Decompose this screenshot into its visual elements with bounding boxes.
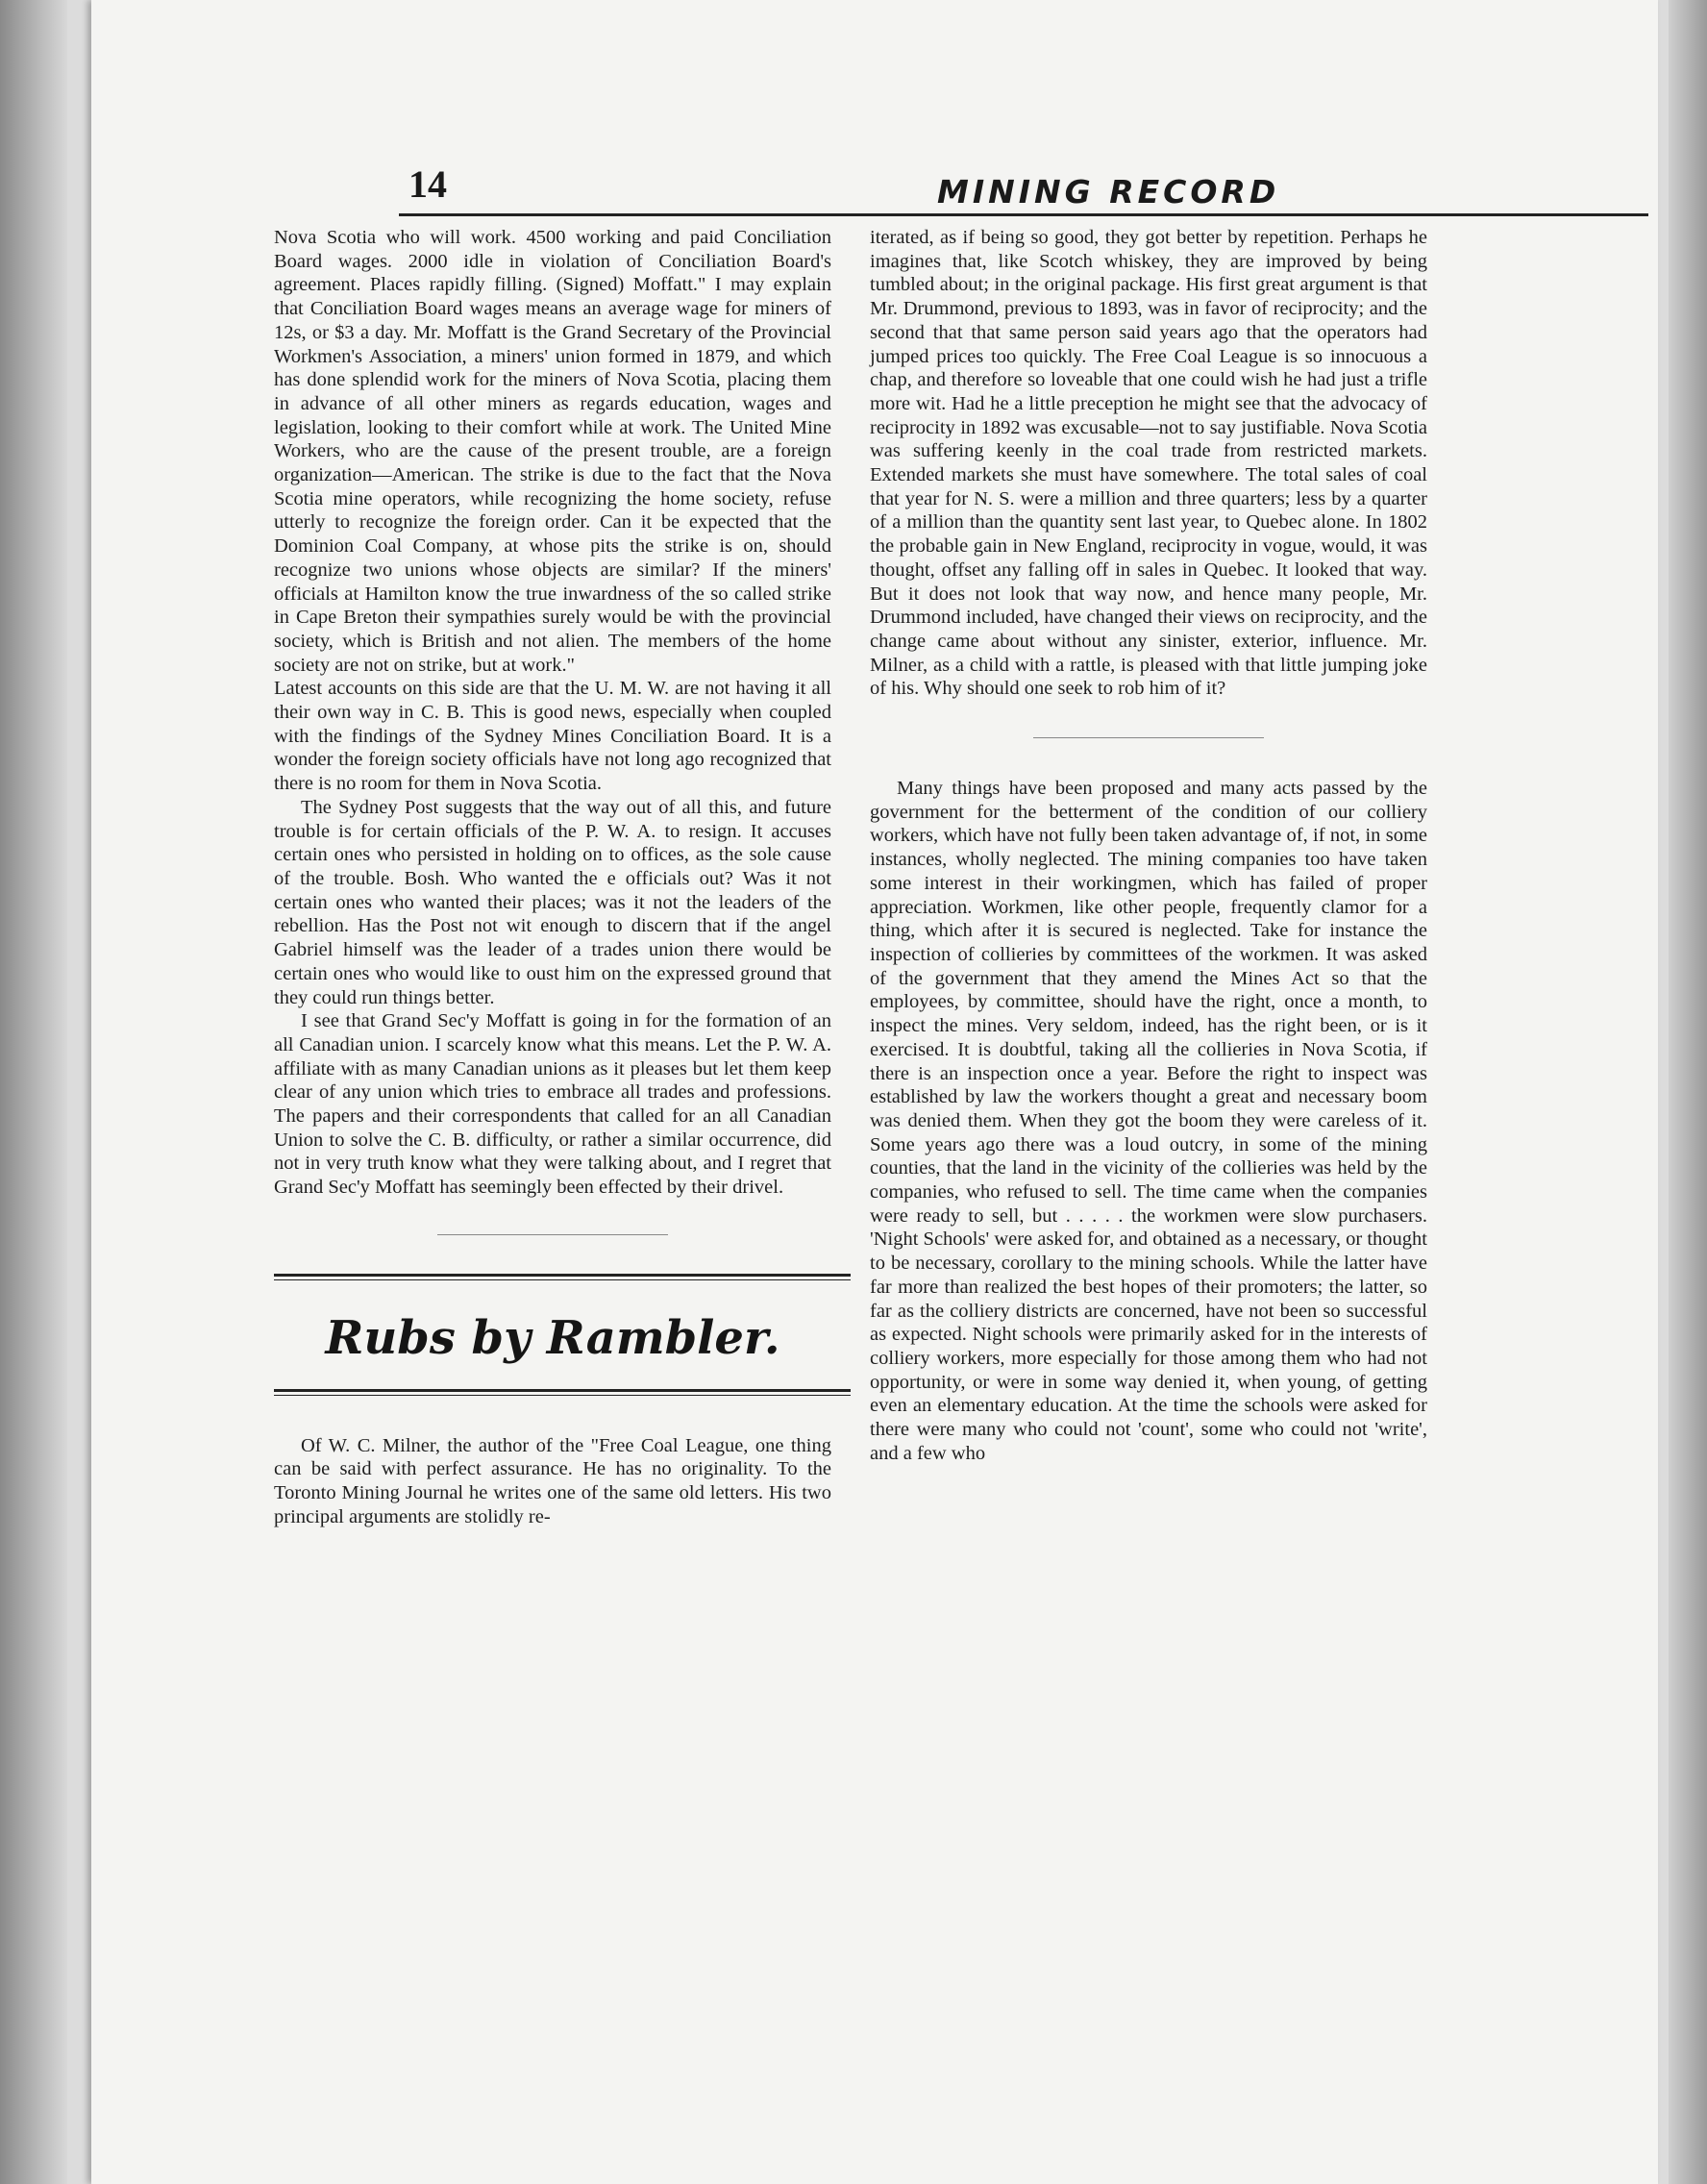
left-paragraph-4: I see that Grand Sec'y Moffatt is going in for the formation of an all Canadian union. I scarcely know what this means. Let the P. W. A. affiliate with as many Canadian unions as it pleases but let them keep clear of any union which tries to embrace all trades and professions. The papers and their correspondents that called for an all Canadian Union to solve the C. B. difficulty, or rather a similar occurrence, did not in very truth know what they were talking about, and I regret that Grand Sec'y Moffatt has seemingly been effected by their drivel.: [274, 1010, 831, 1199]
section-paragraph: Of W. C. Milner, the author of the "Free Coal League, one thing can be said with perfect assurance. He has no originality. To the Toronto Mining Journal he writes one of the same old letters. His two principal arguments are stolidly re-: [274, 1434, 831, 1527]
section-bottom-rule: [274, 1389, 851, 1396]
section-title: Rubs by Rambler.: [325, 1310, 780, 1365]
book-binding-edge: [0, 0, 67, 2184]
header-rule: [399, 213, 1648, 216]
page-number: 14: [408, 162, 447, 206]
right-paragraph-2: Many things have been proposed and many acts passed by the government for the betterment of the condition of our colliery workers, which have not fully been taken advantage of, if not, in some instances, wholly neglected. The mining companies too have taken some interest in their workingmen, which has failed of proper appreciation. Workmen, like other people, frequently clamor for a thing, which after it is secured is neglected. Take for instance the inspection of collieries by committees of the workmen. It was asked of the government that they amend the Mines Act so that the employees, by committee, should have the right, once a month, to inspect the mines. Very seldom, indeed, has the right been, or is it exercised. It is doubtful, taking all the collieries in Nova Scotia, if there is an inspection once a year. Before the right to inspect was established by law the workers thought a great and necessary boom was denied them. When they got the boom they were careless of it. Some years ago there was a loud outcry, in some of the mining counties, that the land in the vicinity of the collieries was held by the companies, who refused to sell. The time came when the companies were ready to sell, but . . . . . the workmen were slow purchasers. 'Night Schools' were asked for, and obtained as a necessary, or thought to be necessary, corollary to the mining schools. While the latter have far more than realized the best hopes of their promoters; the latter, so far as the colliery districts are concerned, have not been so successful as expected. Night schools were primarily asked for in the interests of colliery workers, more especially for those among them who had not opportunity, or were in some way denied it, when young, of getting even an elementary education. At the time the schools were asked for there were many who could not 'count', some who could not 'write', and a few who: [870, 778, 1427, 1464]
separator-rule: [1033, 737, 1264, 738]
left-paragraph-1: Nova Scotia who will work. 4500 working and paid Conciliation Board wages. 2000 idle in violation of Conciliation Board's agreement. Places rapidly filling. (Signed) Moffatt." I may explain that Conciliation Board wages means an average wage for miners of 12s, or $3 a day. Mr. Moffatt is the Grand Secretary of the Provincial Workmen's Association, a miners' union formed in 1879, and which has done splendid work for the miners of Nova Scotia, placing them in advance of all other miners as regards education, wages and legislation, looking to their comfort while at work. The United Mine Workers, who are the cause of the present trouble, are a foreign organization—American. The strike is due to the fact that the Nova Scotia mine operators, while recognizing the home society, refuse utterly to recognize the foreign order. Can it be expected that the Dominion Coal Company, at whose pits the strike is on, should recognize two unions whose objects are similar? If the miners' officials at Hamilton know the true inwardness of the so called strike in Cape Breton their sympathies surely would be with the provincial society, which is British and not alien. The members of the home society are not on strike, but at work.": [274, 227, 831, 676]
running-title: MINING RECORD: [937, 173, 1280, 211]
left-paragraph-2: Latest accounts on this side are that the U. M. W. are not having it all their own way in C. B. This is good news, especially when coupled with the findings of the Sydney Mines Conciliation Board. It is a wonder the foreign society officials have not long ago recognized that there is no room for them in Nova Scotia.: [274, 678, 831, 795]
right-paragraph-1: iterated, as if being so good, they got better by repetition. Perhaps he imagines that, like Scotch whiskey, they are improved by being tumbled about; in the original package. His first great argument is that Mr. Drummond, previous to 1893, was in favor of reciprocity; and the second that that same person said years ago that the operators had jumped prices too quickly. The Free Coal League is so innocuous a chap, and therefore so loveable that one could wish he had just a trifle more wit. Had he a little preception he might see that the advocacy of reciprocity in 1892 was excusable—not to say justifiable. Nova Scotia was suffering keenly in the coal trade from restricted markets. Extended markets she must have somewhere. The total sales of coal that year for N. S. were a million and three quarters; less by a quarter of a million than the quantity sent last year, to Quebec alone. In 1802 the probable gain in New England, reciprocity in vogue, would, it was thought, offset any falling off in sales in Quebec. It looked that way. But it does not look that way now, and hence many people, Mr. Drummond included, have changed their views on reciprocity, and the change came about without any sinister, exterior, influence. Mr. Milner, as a child with a rattle, is pleased with that little jumping joke of his. Why should one seek to rob him of it?: [870, 227, 1427, 700]
right-column: [870, 226, 1427, 1465]
page-stack-edge: [1669, 0, 1707, 2184]
left-paragraph-3: The Sydney Post suggests that the way out of all this, and future trouble is for certain officials of the P. W. A. to resign. It accuses certain ones who persisted in holding on to offices, as the sole cause of the trouble. Bosh. Who wanted the e officials out? Was it not certain ones who wanted their places; was it not the leaders of the rebellion. Has the Post not wit enough to discern that if the angel Gabriel himself was the leader of a trades union there would be certain ones who would like to oust him on the expressed ground that they could run things better.: [274, 796, 831, 1008]
section-top-rule: [274, 1274, 851, 1280]
left-column: [274, 226, 831, 1528]
page-header: [399, 161, 1648, 219]
separator-rule: [437, 1234, 668, 1235]
